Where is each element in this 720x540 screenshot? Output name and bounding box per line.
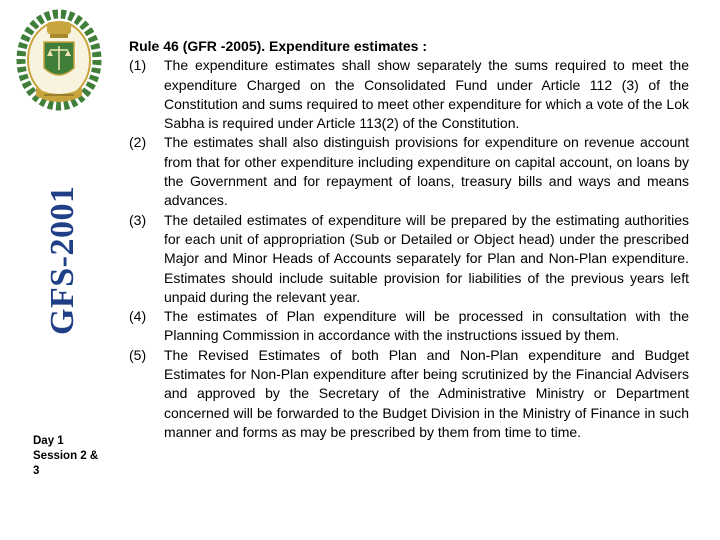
clause-1 xyxy=(129,56,689,133)
clause-text: The detailed estimates of expenditure will be prepared by the estimating authorities for each unit of appropriation (Sub or Detailed or Object head) under the prescribed Major and Minor Heads of Accounts separately for Plan and Non-Plan expenditure. Estimates should include suitable provision for liabilities of the previous years left unpaid during the relevant year. xyxy=(164,211,689,305)
rule-title: Rule 46 (GFR -2005). Expenditure estimates : xyxy=(129,38,427,54)
clause-4 xyxy=(129,307,689,346)
sidebar xyxy=(0,0,122,540)
clause-2 xyxy=(129,133,689,210)
clause-5 xyxy=(129,346,689,442)
clause-number: (1) xyxy=(129,57,147,74)
clause-text: The estimates of Plan expenditure will be processed in consultation with the Planning Commission in accordance with the instructions issued by them. xyxy=(164,308,689,344)
session-line-1: Day 1 xyxy=(33,435,64,447)
clause-text: The estimates shall also distinguish provisions for expenditure on revenue account from that for other expenditure including expenditure on capital account, on loans by the Government and for repayment of loans, treasury bills and ways and means advances. xyxy=(164,134,689,209)
session-label xyxy=(33,434,117,479)
clause-number: (4) xyxy=(129,308,147,325)
emblem-icon xyxy=(14,8,104,118)
clause-3 xyxy=(129,211,689,307)
session-line-3: 3 xyxy=(33,465,40,477)
vertical-title: GFS-2001 xyxy=(44,185,81,335)
session-line-2: Session 2 & xyxy=(33,450,99,462)
clause-number: (3) xyxy=(129,211,147,228)
clause-text: The Revised Estimates of both Plan and Non-Plan expenditure and Budget Estimates for Non-Plan expenditure after being scrutinized by the Financial Advisers and approved by the Secretary of the Administrative Ministry or Department concerned will be forwarded to the Budget Division in the Ministry of Finance in such manner and forms as may be prescribed by them from time to time. xyxy=(164,346,689,440)
clause-text: The expenditure estimates shall show separately the sums required to meet the expenditure Charged on the Consolidated Fund under Article 112 (3) of the Constitution and sums required to meet other expenditure for which a vote of the Lok Sabha is required under Article 113(2) of the Constitution. xyxy=(164,57,689,132)
clause-number: (5) xyxy=(129,346,147,363)
rule-content xyxy=(129,37,689,442)
clause-number: (2) xyxy=(129,134,147,151)
